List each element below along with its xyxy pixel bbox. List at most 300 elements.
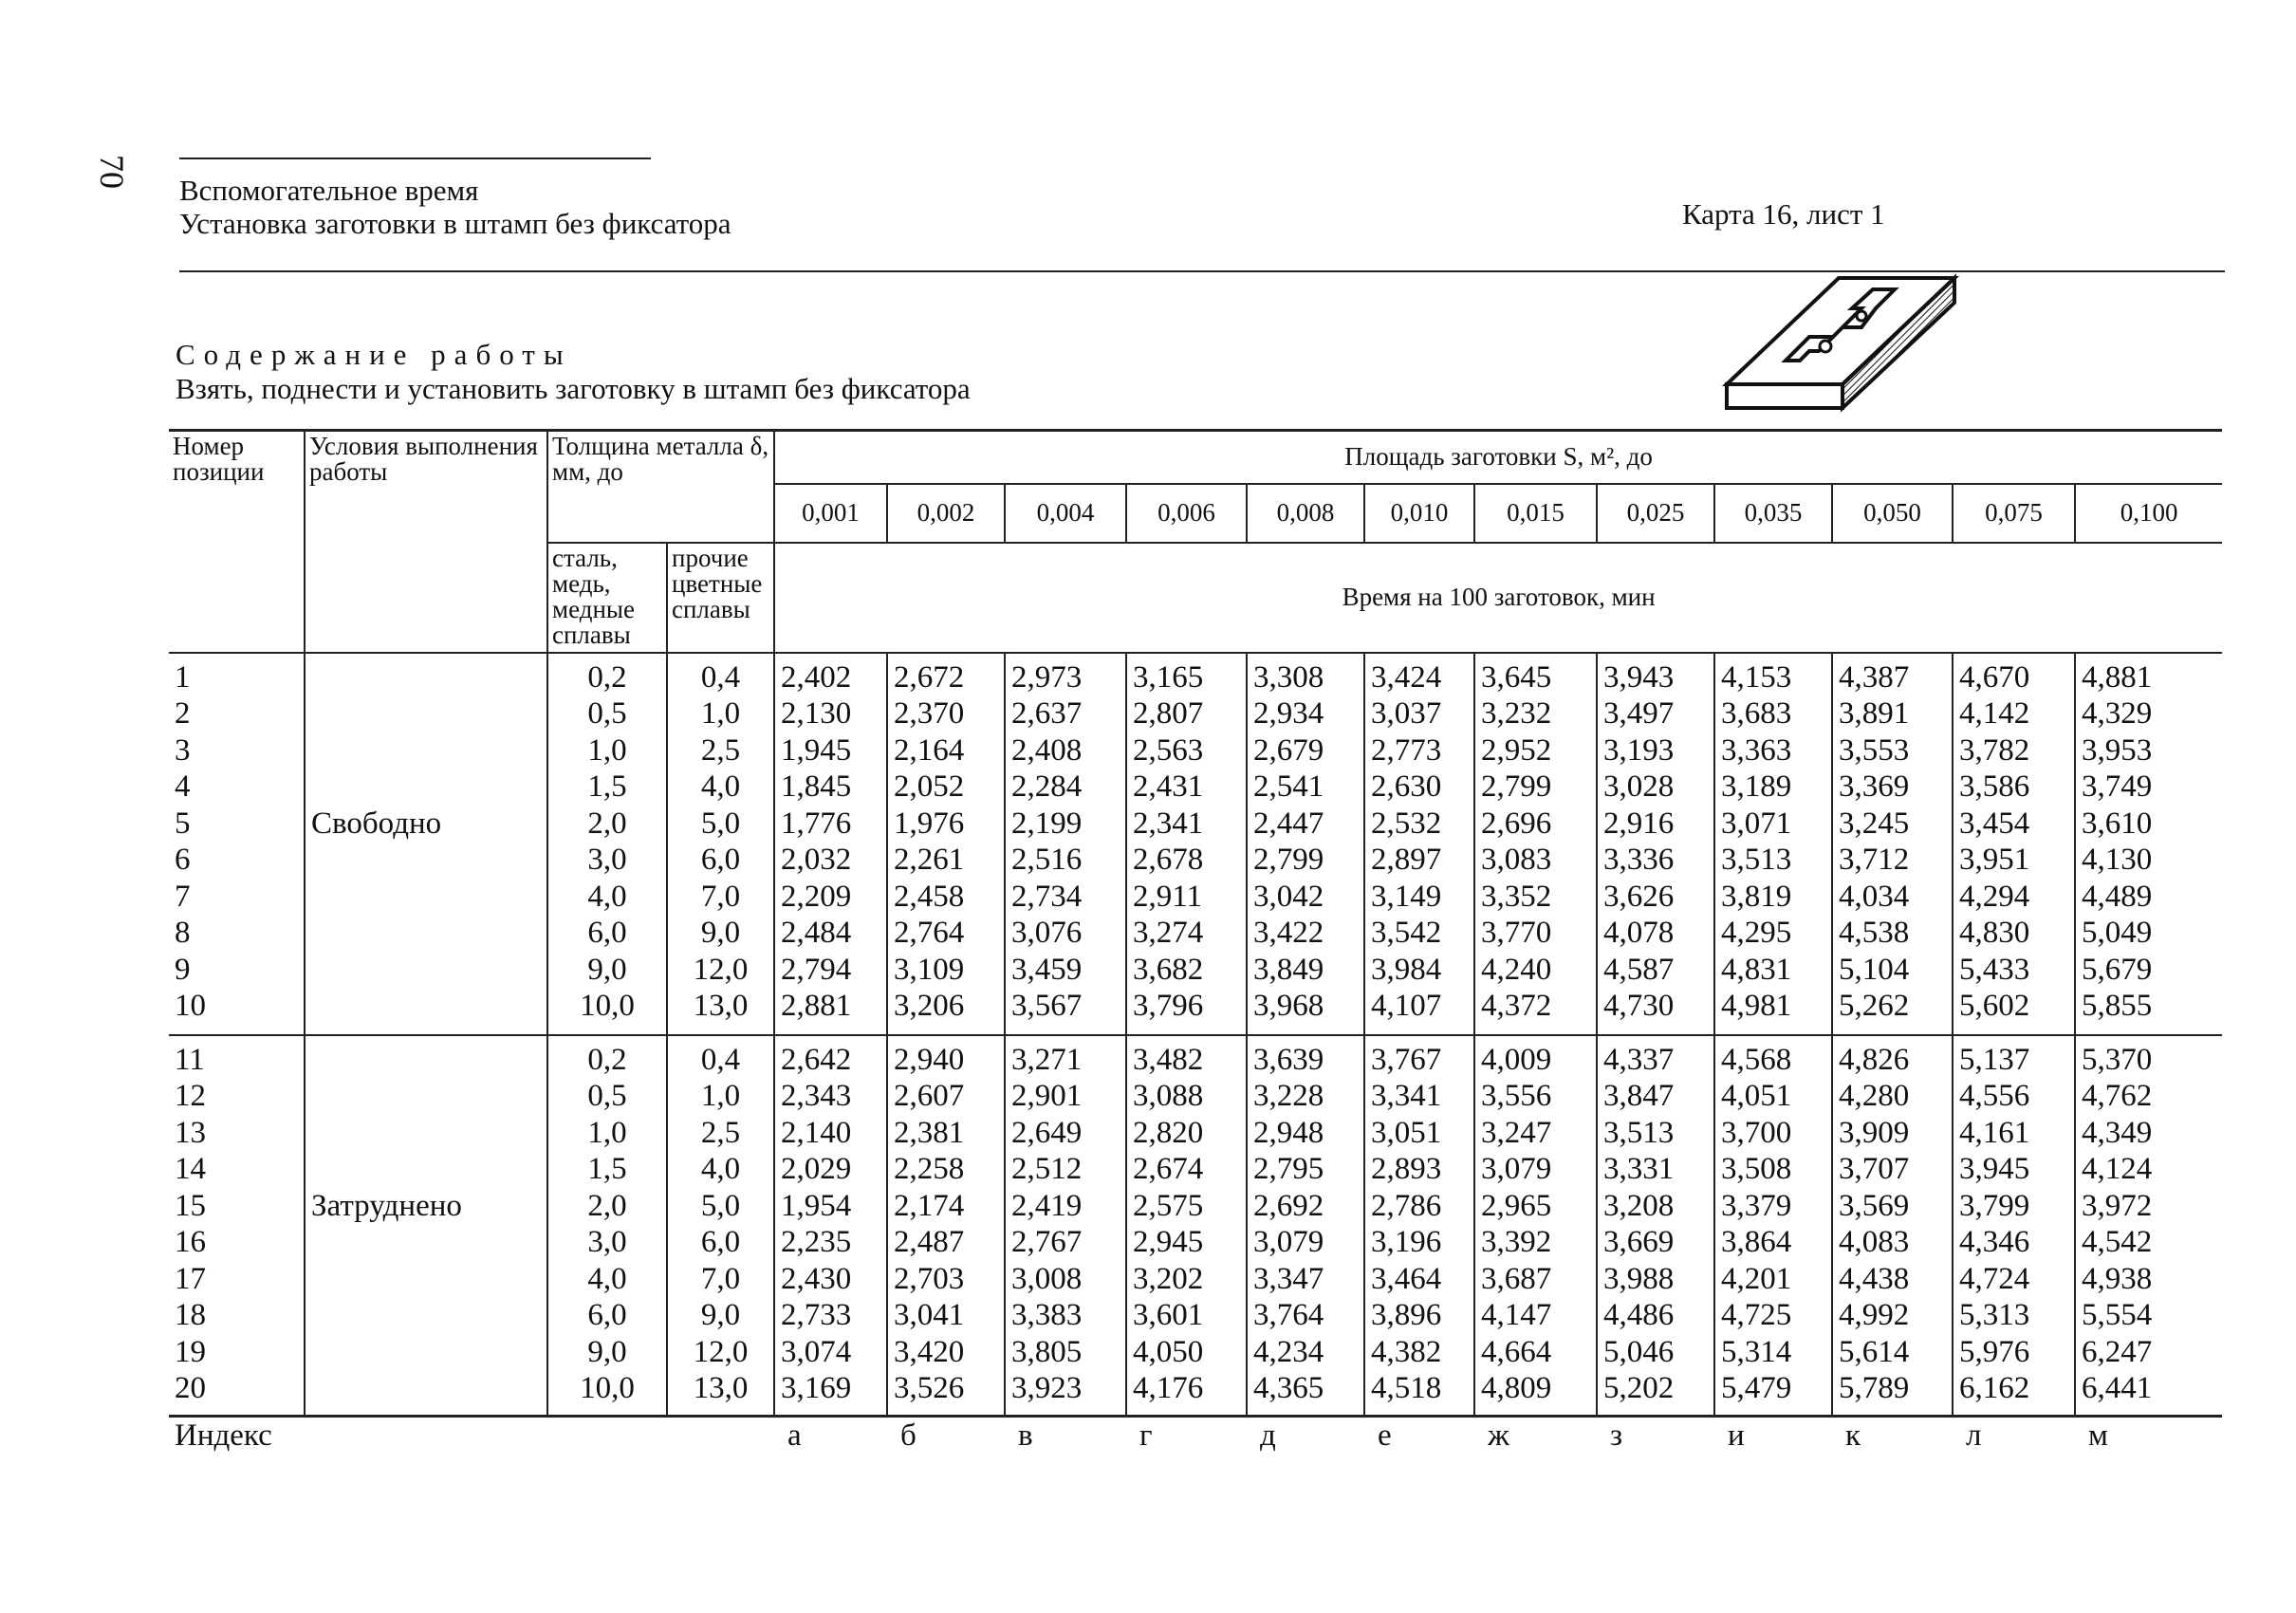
time-value: 2,235	[774, 1224, 887, 1261]
time-value: 3,336	[1597, 842, 1714, 879]
time-value: 3,331	[1597, 1151, 1714, 1188]
spacer	[547, 1025, 667, 1035]
position-number: 13	[175, 1115, 206, 1150]
condition-cell	[305, 769, 547, 806]
table-row	[169, 1035, 2222, 1079]
time-value: 2,341	[1126, 806, 1247, 843]
time-value: 2,945	[1126, 1224, 1247, 1261]
time-value: 3,149	[1364, 879, 1474, 916]
position-number: 8	[175, 916, 191, 950]
table-bottom	[169, 1407, 2222, 1417]
time-value: 2,447	[1247, 806, 1364, 843]
time-value: 5,046	[1597, 1334, 1714, 1371]
time-value: 3,968	[1247, 988, 1364, 1025]
position-number: 3	[175, 732, 191, 768]
time-value: 1,776	[774, 806, 887, 843]
table-row	[169, 1188, 2222, 1225]
time-value: 3,988	[1597, 1261, 1714, 1298]
table-row	[169, 695, 2222, 732]
time-value: 2,630	[1364, 769, 1474, 806]
time-value: 2,458	[887, 879, 1005, 916]
table-row	[169, 842, 2222, 879]
time-value: 4,083	[1832, 1224, 1953, 1261]
time-value: 4,670	[1953, 653, 2075, 696]
position-number: 9	[175, 952, 191, 987]
time-value: 3,482	[1126, 1035, 1247, 1079]
condition-cell	[305, 915, 547, 952]
time-value: 2,901	[1005, 1078, 1126, 1115]
time-value: 3,984	[1364, 952, 1474, 989]
time-value: 3,639	[1247, 1035, 1364, 1079]
steel-thickness: 0,5	[547, 1078, 667, 1115]
time-value: 5,137	[1953, 1035, 2075, 1079]
time-value: 2,807	[1126, 695, 1247, 732]
time-value: 3,700	[1714, 1115, 1832, 1152]
area-column-header: 0,010	[1364, 484, 1474, 543]
time-value: 4,161	[1953, 1115, 2075, 1152]
time-value: 2,343	[774, 1078, 887, 1115]
time-value: 2,487	[887, 1224, 1005, 1261]
time-value: 5,855	[2075, 988, 2222, 1025]
time-value: 2,532	[1364, 806, 1474, 843]
time-value: 3,896	[1364, 1297, 1474, 1334]
time-value: 2,733	[774, 1297, 887, 1334]
other-alloy-thickness: 9,0	[667, 915, 774, 952]
table-row	[169, 1224, 2222, 1261]
time-value: 5,679	[2075, 952, 2222, 989]
time-value: 2,029	[774, 1151, 887, 1188]
steel-thickness: 0,2	[547, 653, 667, 696]
time-value: 6,441	[2075, 1370, 2222, 1407]
other-alloy-thickness: 2,5	[667, 1115, 774, 1152]
table-row	[169, 1297, 2222, 1334]
time-value: 3,347	[1247, 1261, 1364, 1298]
time-value: 5,313	[1953, 1297, 2075, 1334]
index-letter: в	[1018, 1418, 1033, 1453]
time-value: 3,569	[1832, 1188, 1953, 1225]
time-value: 3,909	[1832, 1115, 1953, 1152]
time-value: 2,973	[1005, 653, 1126, 696]
workpiece-illustration	[1719, 270, 1962, 422]
condition-cell	[305, 1224, 547, 1261]
time-value: 4,762	[2075, 1078, 2222, 1115]
spacer	[1126, 1025, 1247, 1035]
time-value: 4,809	[1474, 1370, 1597, 1407]
time-value: 3,923	[1005, 1370, 1126, 1407]
position-number: 10	[175, 989, 206, 1023]
other-alloy-thickness: 5,0	[667, 806, 774, 843]
time-value: 4,124	[2075, 1151, 2222, 1188]
time-value: 2,575	[1126, 1188, 1247, 1225]
other-alloy-thickness: 6,0	[667, 1224, 774, 1261]
time-value: 2,512	[1005, 1151, 1126, 1188]
time-value: 1,954	[774, 1188, 887, 1225]
time-value: 5,602	[1953, 988, 2075, 1025]
time-value: 3,464	[1364, 1261, 1474, 1298]
spacer	[2075, 1025, 2222, 1035]
other-alloy-thickness: 1,0	[667, 695, 774, 732]
time-value: 3,847	[1597, 1078, 1714, 1115]
time-value: 4,346	[1953, 1224, 2075, 1261]
spacer	[169, 1025, 305, 1035]
condition-cell	[305, 1151, 547, 1188]
time-value: 2,637	[1005, 695, 1126, 732]
area-column-header: 0,050	[1832, 484, 1953, 543]
section-title: Вспомогательное время	[179, 174, 479, 207]
time-value: 5,370	[2075, 1035, 2222, 1079]
other-alloy-thickness: 4,0	[667, 1151, 774, 1188]
time-value: 4,337	[1597, 1035, 1714, 1079]
time-value: 2,674	[1126, 1151, 1247, 1188]
time-value: 4,881	[2075, 653, 2222, 696]
area-column-header: 0,008	[1247, 484, 1364, 543]
index-letter: г	[1139, 1418, 1153, 1453]
time-value: 3,819	[1714, 879, 1832, 916]
position-number: 5	[175, 806, 191, 841]
spacer	[1364, 1407, 1474, 1417]
time-value: 5,202	[1597, 1370, 1714, 1407]
header-area: Площадь заготовки S, м², до	[774, 431, 2222, 484]
time-value: 4,295	[1714, 915, 1832, 952]
time-value: 3,770	[1474, 915, 1597, 952]
spacer	[1247, 1025, 1364, 1035]
table-row	[169, 769, 2222, 806]
time-value: 4,830	[1953, 915, 2075, 952]
position-number: 16	[175, 1225, 206, 1259]
time-value: 2,607	[887, 1078, 1005, 1115]
time-value: 5,049	[2075, 915, 2222, 952]
time-value: 5,314	[1714, 1334, 1832, 1371]
time-value: 4,034	[1832, 879, 1953, 916]
spacer	[2075, 1407, 2222, 1417]
time-value: 2,541	[1247, 769, 1364, 806]
other-alloy-thickness: 9,0	[667, 1297, 774, 1334]
time-value: 3,767	[1364, 1035, 1474, 1079]
steel-thickness: 9,0	[547, 952, 667, 989]
time-value: 2,940	[887, 1035, 1005, 1079]
time-value: 3,042	[1247, 879, 1364, 916]
table-row	[169, 732, 2222, 769]
area-column-header: 0,025	[1597, 484, 1714, 543]
time-value: 3,363	[1714, 732, 1832, 769]
time-value: 2,952	[1474, 732, 1597, 769]
condition-cell	[305, 653, 547, 696]
spacer	[667, 1407, 774, 1417]
time-value: 6,247	[2075, 1334, 2222, 1371]
position-number: 1	[175, 659, 191, 695]
time-value: 3,076	[1005, 915, 1126, 952]
time-value: 4,518	[1364, 1370, 1474, 1407]
time-value: 3,228	[1247, 1078, 1364, 1115]
time-value: 3,601	[1126, 1297, 1247, 1334]
time-value: 4,051	[1714, 1078, 1832, 1115]
time-value: 4,664	[1474, 1334, 1597, 1371]
time-value: 2,258	[887, 1151, 1005, 1188]
time-value: 3,687	[1474, 1261, 1597, 1298]
time-value: 4,489	[2075, 879, 2222, 916]
index-letter: е	[1378, 1418, 1392, 1453]
condition-cell	[305, 1261, 547, 1298]
time-value: 3,972	[2075, 1188, 2222, 1225]
time-value: 2,948	[1247, 1115, 1364, 1152]
time-value: 2,764	[887, 915, 1005, 952]
time-value: 3,071	[1714, 806, 1832, 843]
time-value: 3,610	[2075, 806, 2222, 843]
time-value: 2,563	[1126, 732, 1247, 769]
time-value: 3,864	[1714, 1224, 1832, 1261]
steel-thickness: 3,0	[547, 1224, 667, 1261]
spacer	[887, 1025, 1005, 1035]
time-value: 4,556	[1953, 1078, 2075, 1115]
time-value: 4,142	[1953, 695, 2075, 732]
time-value: 2,284	[1005, 769, 1126, 806]
card-number: Карта 16, лист 1	[1682, 197, 1885, 231]
time-value: 3,542	[1364, 915, 1474, 952]
spacer	[1005, 1025, 1126, 1035]
position-number: 18	[175, 1298, 206, 1332]
time-value: 4,382	[1364, 1334, 1474, 1371]
spacer	[1832, 1407, 1953, 1417]
other-alloy-thickness: 13,0	[667, 1370, 774, 1407]
time-value: 2,794	[774, 952, 887, 989]
condition-cell	[305, 1370, 547, 1407]
table-row	[169, 1261, 2222, 1298]
table-row	[169, 1115, 2222, 1152]
time-value: 2,678	[1126, 842, 1247, 879]
steel-thickness: 3,0	[547, 842, 667, 879]
time-value: 4,153	[1714, 653, 1832, 696]
time-value: 4,981	[1714, 988, 1832, 1025]
time-value: 4,831	[1714, 952, 1832, 989]
table-row	[169, 915, 2222, 952]
time-value: 3,782	[1953, 732, 2075, 769]
table-row	[169, 653, 2222, 696]
time-value: 3,943	[1597, 653, 1714, 696]
other-alloy-thickness: 7,0	[667, 1261, 774, 1298]
spacer	[305, 1407, 547, 1417]
position-number: 11	[175, 1042, 205, 1077]
spacer	[1247, 1407, 1364, 1417]
steel-thickness: 2,0	[547, 806, 667, 843]
time-value: 2,965	[1474, 1188, 1597, 1225]
time-value: 2,934	[1247, 695, 1364, 732]
position-number: 15	[175, 1188, 206, 1223]
time-value: 3,109	[887, 952, 1005, 989]
time-value: 2,431	[1126, 769, 1247, 806]
time-value: 2,911	[1126, 879, 1247, 916]
position-number: 19	[175, 1334, 206, 1369]
time-value: 2,174	[887, 1188, 1005, 1225]
header-thickness: Толщина металла δ, мм, до	[547, 431, 774, 543]
other-alloy-thickness: 4,0	[667, 769, 774, 806]
table-row	[169, 1078, 2222, 1115]
time-value: 3,193	[1597, 732, 1714, 769]
time-value: 4,365	[1247, 1370, 1364, 1407]
other-alloy-thickness: 5,0	[667, 1188, 774, 1225]
condition-cell	[305, 952, 547, 989]
condition-cell: Свободно	[305, 806, 547, 843]
divider	[179, 158, 651, 159]
time-value: 4,176	[1126, 1370, 1247, 1407]
position-number: 2	[175, 696, 191, 731]
time-value: 4,130	[2075, 842, 2222, 879]
time-value: 3,508	[1714, 1151, 1832, 1188]
time-value: 2,370	[887, 695, 1005, 732]
other-alloy-thickness: 7,0	[667, 879, 774, 916]
time-value: 2,773	[1364, 732, 1474, 769]
header-conditions: Условия выполнения работы	[305, 431, 547, 653]
time-value: 2,893	[1364, 1151, 1474, 1188]
time-value: 3,051	[1364, 1115, 1474, 1152]
time-value: 4,568	[1714, 1035, 1832, 1079]
header-position: Номер позиции	[169, 431, 305, 653]
time-value: 3,341	[1364, 1078, 1474, 1115]
time-value: 4,009	[1474, 1035, 1597, 1079]
time-value: 3,247	[1474, 1115, 1597, 1152]
spacer	[1953, 1025, 2075, 1035]
time-value: 2,734	[1005, 879, 1126, 916]
spacer	[1714, 1025, 1832, 1035]
time-value: 2,916	[1597, 806, 1714, 843]
index-letter: и	[1728, 1418, 1745, 1453]
position-number: 20	[175, 1371, 206, 1405]
steel-thickness: 1,5	[547, 1151, 667, 1188]
position-number: 14	[175, 1152, 206, 1186]
table-row	[169, 1370, 2222, 1407]
area-column-header: 0,075	[1953, 484, 2075, 543]
time-value: 3,497	[1597, 695, 1714, 732]
time-value: 3,799	[1953, 1188, 2075, 1225]
time-value: 3,586	[1953, 769, 2075, 806]
time-value: 4,587	[1597, 952, 1714, 989]
spacer	[1474, 1025, 1597, 1035]
time-value: 3,420	[887, 1334, 1005, 1371]
condition-cell	[305, 879, 547, 916]
time-value: 3,379	[1714, 1188, 1832, 1225]
position-number: 4	[175, 769, 191, 804]
steel-thickness: 6,0	[547, 1297, 667, 1334]
area-column-header: 0,004	[1005, 484, 1126, 543]
time-value: 1,845	[774, 769, 887, 806]
time-value: 3,669	[1597, 1224, 1714, 1261]
time-value: 5,976	[1953, 1334, 2075, 1371]
table-row	[169, 806, 2222, 843]
time-value: 3,079	[1474, 1151, 1597, 1188]
time-value: 4,234	[1247, 1334, 1364, 1371]
index-letter: л	[1966, 1418, 1982, 1453]
steel-thickness: 4,0	[547, 1261, 667, 1298]
time-value: 3,626	[1597, 879, 1714, 916]
page-number: 70	[93, 155, 131, 189]
time-value: 2,820	[1126, 1115, 1247, 1152]
time-value: 2,140	[774, 1115, 887, 1152]
time-value: 2,032	[774, 842, 887, 879]
time-value: 2,672	[887, 653, 1005, 696]
spacer	[1474, 1407, 1597, 1417]
time-value: 3,383	[1005, 1297, 1126, 1334]
time-value: 4,542	[2075, 1224, 2222, 1261]
other-alloy-thickness: 12,0	[667, 952, 774, 989]
time-value: 3,202	[1126, 1261, 1247, 1298]
spacer	[1597, 1407, 1714, 1417]
time-value: 4,938	[2075, 1261, 2222, 1298]
spacer	[887, 1407, 1005, 1417]
time-value: 3,232	[1474, 695, 1597, 732]
time-value: 5,262	[1832, 988, 1953, 1025]
time-norms-table	[169, 429, 2222, 1454]
area-column-header: 0,015	[1474, 484, 1597, 543]
area-column-header: 0,035	[1714, 484, 1832, 543]
condition-cell	[305, 695, 547, 732]
header-steel: сталь, медь, медные сплавы	[547, 543, 667, 653]
area-column-header: 0,002	[887, 484, 1005, 543]
time-value: 2,408	[1005, 732, 1126, 769]
time-value: 3,083	[1474, 842, 1597, 879]
time-value: 3,079	[1247, 1224, 1364, 1261]
steel-thickness: 0,2	[547, 1035, 667, 1079]
time-value: 4,201	[1714, 1261, 1832, 1298]
header-time: Время на 100 заготовок, мин	[774, 543, 2222, 653]
position-number: 6	[175, 843, 191, 877]
spacer	[667, 1025, 774, 1035]
condition-cell: Затруднено	[305, 1188, 547, 1225]
time-value: 4,725	[1714, 1297, 1832, 1334]
spacer	[1005, 1407, 1126, 1417]
time-value: 3,392	[1474, 1224, 1597, 1261]
time-value: 4,372	[1474, 988, 1597, 1025]
other-alloy-thickness: 1,0	[667, 1078, 774, 1115]
time-value: 2,795	[1247, 1151, 1364, 1188]
time-value: 4,050	[1126, 1334, 1247, 1371]
time-value: 6,162	[1953, 1370, 2075, 1407]
time-value: 3,008	[1005, 1261, 1126, 1298]
condition-cell	[305, 1334, 547, 1371]
table-row	[169, 1151, 2222, 1188]
time-value: 4,078	[1597, 915, 1714, 952]
index-row	[169, 1416, 2222, 1454]
time-value: 3,424	[1364, 653, 1474, 696]
steel-thickness: 0,5	[547, 695, 667, 732]
steel-thickness: 2,0	[547, 1188, 667, 1225]
time-value: 4,349	[2075, 1115, 2222, 1152]
time-value: 2,402	[774, 653, 887, 696]
spacer	[1364, 1025, 1474, 1035]
time-value: 3,274	[1126, 915, 1247, 952]
time-value: 3,037	[1364, 695, 1474, 732]
spacer	[169, 1407, 305, 1417]
time-value: 4,240	[1474, 952, 1597, 989]
table-row	[169, 988, 2222, 1025]
table-row	[169, 1334, 2222, 1371]
position-number: 17	[175, 1261, 206, 1296]
time-value: 3,712	[1832, 842, 1953, 879]
spacer	[774, 1407, 887, 1417]
time-value: 5,614	[1832, 1334, 1953, 1371]
condition-cell	[305, 1078, 547, 1115]
time-value: 2,199	[1005, 806, 1126, 843]
steel-thickness: 1,5	[547, 769, 667, 806]
work-content-description: Взять, поднести и установить заготовку в штамп без фиксатора	[176, 372, 971, 405]
index-letter: б	[900, 1418, 917, 1453]
time-value: 3,953	[2075, 732, 2222, 769]
time-value: 4,147	[1474, 1297, 1597, 1334]
time-value: 3,683	[1714, 695, 1832, 732]
time-value: 3,805	[1005, 1334, 1126, 1371]
time-value: 2,767	[1005, 1224, 1126, 1261]
time-value: 3,369	[1832, 769, 1953, 806]
time-value: 2,696	[1474, 806, 1597, 843]
header-other-alloys: прочие цветные сплавы	[667, 543, 774, 653]
